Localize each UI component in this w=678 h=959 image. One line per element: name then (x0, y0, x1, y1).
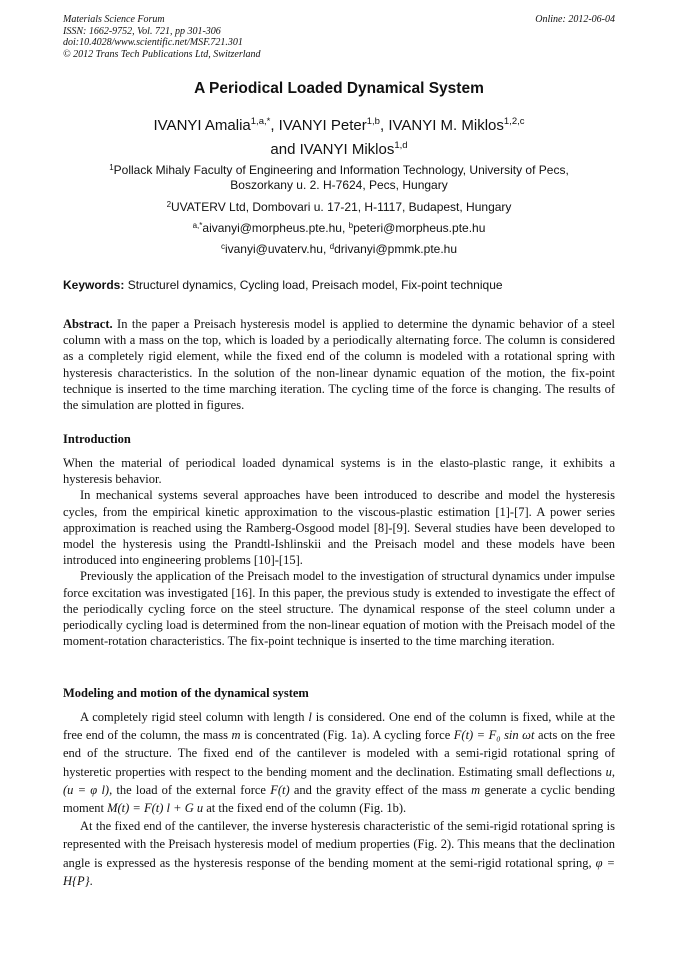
keywords (63, 278, 615, 292)
doi: doi:10.4028/www.scientific.net/MSF.721.301 (63, 37, 243, 48)
author-2: IVANYI Peter (278, 117, 367, 134)
keywords-label: Keywords: (63, 278, 125, 292)
email-a[interactable]: aivanyi@morpheus.pte.hu, (202, 221, 346, 235)
affiliation-1: $^1$Pollack Mihaly Faculty of Engineering and Information Technology, University of Pecs, Boszorkany u. 2. H-7624, Pecs, Hungary (109, 163, 569, 192)
intro-paragraph-1: When the material of periodical loaded dynamical systems is in the elasto-plastic range, it exhibits a hysteresis behavior. (63, 456, 615, 487)
modeling-body (63, 708, 615, 890)
modeling-paragraph-2: At the fixed end of the cantilever, the inverse hysteresis characteristic of the semi-rigid rotational spring is represented with the Preisach hysteresis model of medium properties (Fig. 2). This means that the declination angle is expressed as the hysteresis response of the bending moment at the semi-rigid rotational spring, φ = H{P}. (63, 819, 616, 888)
author-4: IVANYI Miklos (299, 141, 395, 158)
introduction-body (63, 455, 615, 649)
author-3-sup: 1,2,c (503, 116, 525, 127)
author-1: IVANYI Amalia (153, 117, 251, 134)
emails-line-2: $^c$ivanyi@uvaterv.hu, $^d$drivanyi@pmmk.pte.hu (220, 242, 458, 256)
abstract (63, 316, 615, 413)
issn: ISSN: 1662-9752, Vol. 721, pp 301-306 (63, 25, 221, 37)
keywords-text: Structurel dynamics, Cycling load, Preisach model, Fix-point technique (127, 278, 503, 292)
journal-name: Materials Science Forum (63, 14, 165, 25)
intro-paragraph-3: Previously the application of the Preisach model to the investigation of structural dynamics under impulse force excitation was investigated [16]. In this paper, the previous study is extended to investigate the effect of the periodically cycling force on the steel structure. The dynamical response of the steel column under a periodically cycling load is determined from the non-linear equation of motion with the Preisach model of the moment-rotation characteristics. The fix-point technique is inserted to the time marching iteration. (63, 569, 615, 649)
author-and: and (270, 141, 296, 158)
email-b[interactable]: peteri@morpheus.pte.hu (353, 221, 486, 235)
moment-equation: M(t) = F(t) l + G u (107, 801, 204, 816)
emails-line-1: $^{a,*}$aivanyi@morpheus.pte.hu, $^b$peteri@morpheus.pte.hu (192, 221, 486, 235)
force-equation: F(t) = F₀ sin ωt (453, 728, 535, 743)
author-list: IVANYI Amalia$^{1,a,*}$, IVANYI Peter$^{1,b}$, IVANYI M. Miklos$^{1,2,c}$ and IVANYI Miklos$^{1,d}$ (153, 116, 525, 158)
header-meta (63, 14, 615, 60)
author-3: IVANYI M. Miklos (388, 117, 504, 134)
intro-paragraph-2: In mechanical systems several approaches have been introduced to describe and model the hysteresis cycles, from the empirical kinetic approximation to the viscous-plastic estimation [1]-[7]. A power series approximation is reached using the Ramberg-Osgood model [8]-[9]. Several studies have been developed to model the hysteresis using the Prandtl-Ishlinskii and the Preisach model and these models have been introduced into engineering problems [10]-[15]. (63, 488, 615, 568)
copyright: © 2012 Trans Tech Publications Ltd, Switzerland (63, 48, 261, 60)
email-c[interactable]: ivanyi@uvaterv.hu, (224, 242, 327, 256)
email-d[interactable]: drivanyi@pmmk.pte.hu (334, 242, 458, 256)
abstract-label: Abstract. (63, 317, 113, 331)
affiliation-2: $^2$UVATERV Ltd, Dombovari u. 17-21, H-1117, Budapest, Hungary (166, 200, 512, 214)
paper-title: A Periodical Loaded Dynamical System (194, 80, 484, 97)
modeling-paragraph-1: A completely rigid steel column with length l is considered. One end of the column is fixed, while at the free end of the column, the mass m is concentrated (Fig. 1a). A cycling force F(t) = F₀ sin ωt acts on the free end of the structure. The fixed end of the cantilever is modeled with a semi-rigid rotational spring of hysteretic properties with respect to the bending moment and the declination. Estimating small deflections u, (u = φ l), the load of the external force F(t) and the gravity effect of the mass m generate a cyclic bending moment M(t) = F(t) l + G u at the fixed end of the column (Fig. 1b). (63, 710, 616, 816)
modeling-heading: Modeling and motion of the dynamical system (63, 686, 309, 700)
author-4-sup: 1,d (394, 140, 408, 151)
abstract-text: In the paper a Preisach hysteresis model is applied to determine the dynamic behavior of a steel column with a mass on the top, which is loaded by a periodically alternating force. The column is considered as a completely rigid element, while the fixed end of the column is modeled with a rotational spring with hysteresis characteristics. In the solution of the non-linear dynamic equation of the motion, the fix-point technique is inserted to the time marching iteration. The cycling time of the force is changing. The results of the simulation are plotted in figures. (63, 317, 616, 413)
online-date: Online: 2012-06-04 (535, 14, 615, 25)
author-2-sup: 1,b (366, 116, 380, 127)
introduction-heading: Introduction (63, 432, 131, 446)
author-1-sup: 1,a,* (250, 116, 271, 127)
hysteresis-equation: φ = H{P} (63, 855, 616, 888)
